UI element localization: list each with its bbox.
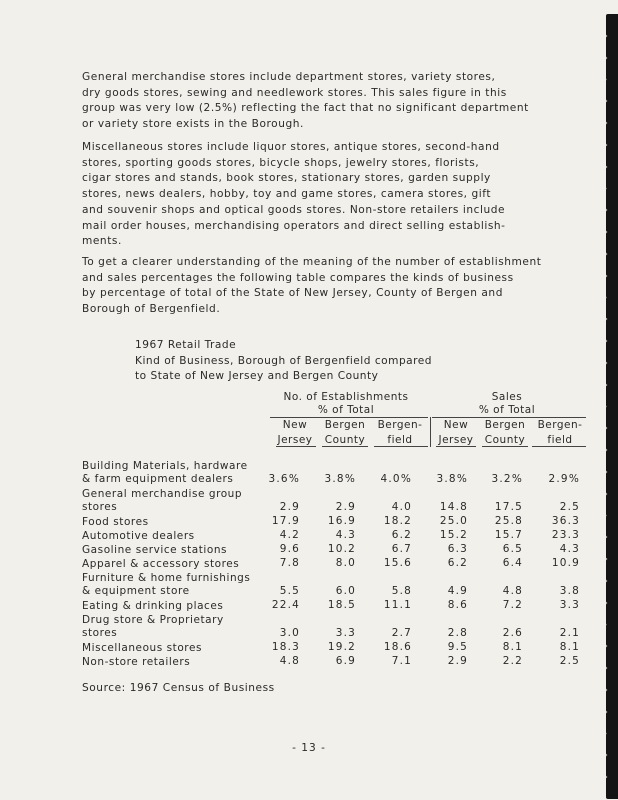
table-cell: 5.8 [391,585,412,597]
binding-hole [606,297,618,319]
binding-hole [606,777,618,799]
table-cell: 3.2% [491,473,523,485]
caption-line: 1967 Retail Trade [135,339,237,351]
binding-hole [606,167,618,189]
table-cell: 10.2 [327,543,356,555]
binding-hole [606,276,618,298]
table-cell: 4.8 [279,655,300,667]
column-header-line: County [324,434,366,446]
table-cell: 8.6 [447,599,468,611]
table-cell: 2.1 [559,627,580,639]
text-line: cigar stores and stands, book stores, stationary stores, garden supply [82,172,491,185]
column-header-line: Bergen- [537,419,583,431]
table-cell: 25.0 [439,515,468,527]
table-cell: 3.8% [324,473,356,485]
column-header [434,418,478,448]
row-label [82,600,223,613]
table-cell: 3.3 [335,627,356,639]
binding-hole [606,36,618,58]
header-underline [436,446,476,447]
table-cell: 7.2 [502,599,523,611]
row-label-line: General merchandise group [82,488,243,500]
table-cell: 3.6% [268,473,300,485]
binding-hole [606,603,618,625]
table-cell: 15.7 [494,529,523,541]
table-cell: 4.0 [391,501,412,513]
table-cell: 2.9 [335,501,356,513]
page-number: - 13 - [292,742,326,754]
binding-hole [606,646,618,668]
binding-hole [606,494,618,516]
table-cell: 25.8 [494,515,523,527]
binding-hole [606,406,618,428]
table-cell: 14.8 [439,501,468,513]
table-cell: 6.2 [447,557,468,569]
table-cell: 4.0% [380,473,412,485]
row-label-line: Food stores [82,516,149,528]
table-cell: 2.8 [447,627,468,639]
row-label [82,488,242,514]
table-cell: 17.9 [271,515,300,527]
header-underline [482,446,528,447]
binding-hole [606,14,618,36]
row-label [82,516,149,529]
table-cell: 15.2 [439,529,468,541]
row-label-line: stores [82,501,118,513]
table-cell: 36.3 [551,515,580,527]
paragraph-miscellaneous [82,140,562,250]
row-label-line: Apparel & accessory stores [82,558,240,570]
text-line: dry goods stores, sewing and needlework stores. This sales figure in this [82,86,507,99]
table-cell: 6.3 [447,543,468,555]
column-header [372,418,428,448]
table-cell: 2.2 [502,655,523,667]
binding-hole [606,624,618,646]
table-cell: 5.5 [279,585,300,597]
binding-hole [606,232,618,254]
caption-line: Kind of Business, Borough of Bergenfield compared [135,354,433,367]
text-line: and souvenir shops and optical goods stores. Non-store retailers include [82,203,506,216]
sales-group-title: Sales [491,391,523,403]
row-label [82,558,239,571]
table-cell: 2.9 [447,655,468,667]
binding-hole [606,712,618,734]
text-line: and sales percentages the following table compares the kinds of business [82,271,514,284]
table-cell: 4.8 [502,585,523,597]
table-cell: 4.9 [447,585,468,597]
table-cell: 4.2 [279,529,300,541]
binding-hole [606,537,618,559]
table-cell: 19.2 [327,641,356,653]
binding-hole [606,515,618,537]
binding-hole [606,79,618,101]
table-cell: 18.3 [271,641,300,653]
column-header-line: County [484,434,526,446]
column-header [272,418,318,448]
column-header-line: Jersey [277,434,313,446]
binding-hole [606,450,618,472]
spiral-binding [598,0,618,800]
column-header-line: Bergen- [377,419,423,431]
text-line: group was very low (2.5%) reflecting the fact that no significant department [82,102,529,115]
text-line: To get a clearer understanding of the meaning of the number of establishment [82,256,542,268]
column-header-line: Bergen [484,419,526,431]
establishments-group-subtitle: % of Total [317,404,375,416]
text-line: Borough of Bergenfield. [82,303,221,316]
table-cell: 15.6 [383,557,412,569]
binding-hole [606,668,618,690]
table-cell: 18.2 [383,515,412,527]
column-header-line: Bergen [324,419,366,431]
table-cell: 6.4 [502,557,523,569]
text-line: Miscellaneous stores include liquor stores, antique stores, second-hand [82,141,500,153]
header-underline [276,446,316,447]
table-cell: 16.9 [327,515,356,527]
header-underline [322,446,368,447]
row-label [82,544,227,557]
source-note: Source: 1967 Census of Business [82,682,275,694]
binding-hole [606,428,618,450]
row-label-line: Automotive dealers [82,530,195,542]
table-cell: 7.1 [391,655,412,667]
binding-hole [606,755,618,777]
column-divider [430,417,431,447]
table-cell: 2.9 [279,501,300,513]
binding-hole [606,123,618,145]
binding-hole [606,254,618,276]
text-line: or variety store exists in the Borough. [82,118,304,131]
row-label [82,572,250,598]
table-cell: 10.9 [551,557,580,569]
row-label-line: Furniture & home furnishings [82,572,251,584]
row-label-line: Eating & drinking places [82,600,224,612]
table-cell: 3.0 [279,627,300,639]
table-cell: 6.5 [502,543,523,555]
table-cell: 2.6 [502,627,523,639]
binding-hole [606,101,618,123]
header-underline [374,446,428,447]
caption-line: to State of New Jersey and Bergen County [135,370,379,382]
column-header [532,418,588,448]
binding-hole [606,581,618,603]
binding-hole [606,472,618,494]
text-line: mail order houses, merchandising operators and direct selling establish- [82,219,506,232]
row-label-line: & equipment store [82,585,190,597]
table-cell: 11.1 [383,599,412,611]
table-cell: 23.3 [551,529,580,541]
row-label-line: Miscellaneous stores [82,642,202,654]
table-cell: 6.9 [335,655,356,667]
binding-hole [606,363,618,385]
text-line: stores, sporting goods stores, bicycle shops, jewelry stores, florists, [82,156,480,169]
column-header [480,418,530,448]
column-header-line: field [547,434,573,446]
table-cell: 6.0 [335,585,356,597]
row-label-line: & farm equipment dealers [82,473,234,485]
table-cell: 2.5 [559,655,580,667]
paragraph-table-intro [82,255,562,318]
row-label [82,614,224,640]
table-cell: 8.1 [502,641,523,653]
table-cell: 2.5 [559,501,580,513]
table-cell: 6.7 [391,543,412,555]
table-cell: 22.4 [271,599,300,611]
column-header [320,418,370,448]
table-cell: 2.9% [548,473,580,485]
text-line: ments. [82,235,122,248]
column-header-line: Jersey [438,434,474,446]
binding-hole [606,319,618,341]
binding-hole [606,385,618,407]
table-cell: 8.1 [559,641,580,653]
sales-group-subtitle: % of Total [478,404,536,416]
column-header-line: New [282,419,308,431]
table-caption [135,338,432,385]
table-cell: 3.8% [436,473,468,485]
binding-hole [606,341,618,363]
binding-hole [606,58,618,80]
text-line: General merchandise stores include department stores, variety stores, [82,71,496,83]
table-cell: 17.5 [494,501,523,513]
binding-hole [606,559,618,581]
table-cell: 3.3 [559,599,580,611]
text-line: stores, news dealers, hobby, toy and game stores, camera stores, gift [82,188,492,201]
paragraph-general-merchandise [82,70,562,133]
binding-hole [606,690,618,712]
table-cell: 4.3 [335,529,356,541]
establishments-group-title: No. of Establishments [283,391,409,403]
row-label-line: Building Materials, hardware [82,460,248,472]
table-cell: 4.3 [559,543,580,555]
table-cell: 8.0 [335,557,356,569]
column-header-line: field [387,434,413,446]
binding-hole [606,188,618,210]
row-label [82,656,190,669]
text-line: by percentage of total of the State of New Jersey, County of Bergen and [82,287,503,300]
header-underline [532,446,586,447]
binding-hole [606,145,618,167]
table-cell: 18.6 [383,641,412,653]
column-header-line: New [443,419,469,431]
row-label-line: Non-store retailers [82,656,191,668]
table-cell: 9.5 [447,641,468,653]
table-cell: 7.8 [279,557,300,569]
table-cell: 9.6 [279,543,300,555]
table-cell: 6.2 [391,529,412,541]
row-label-line: stores [82,627,118,639]
binding-hole [606,210,618,232]
row-label [82,642,202,655]
table-cell: 2.7 [391,627,412,639]
row-label [82,460,248,486]
row-label-line: Drug store & Proprietary [82,614,224,626]
table-cell: 18.5 [327,599,356,611]
row-label [82,530,195,543]
row-label-line: Gasoline service stations [82,544,228,556]
table-cell: 3.8 [559,585,580,597]
